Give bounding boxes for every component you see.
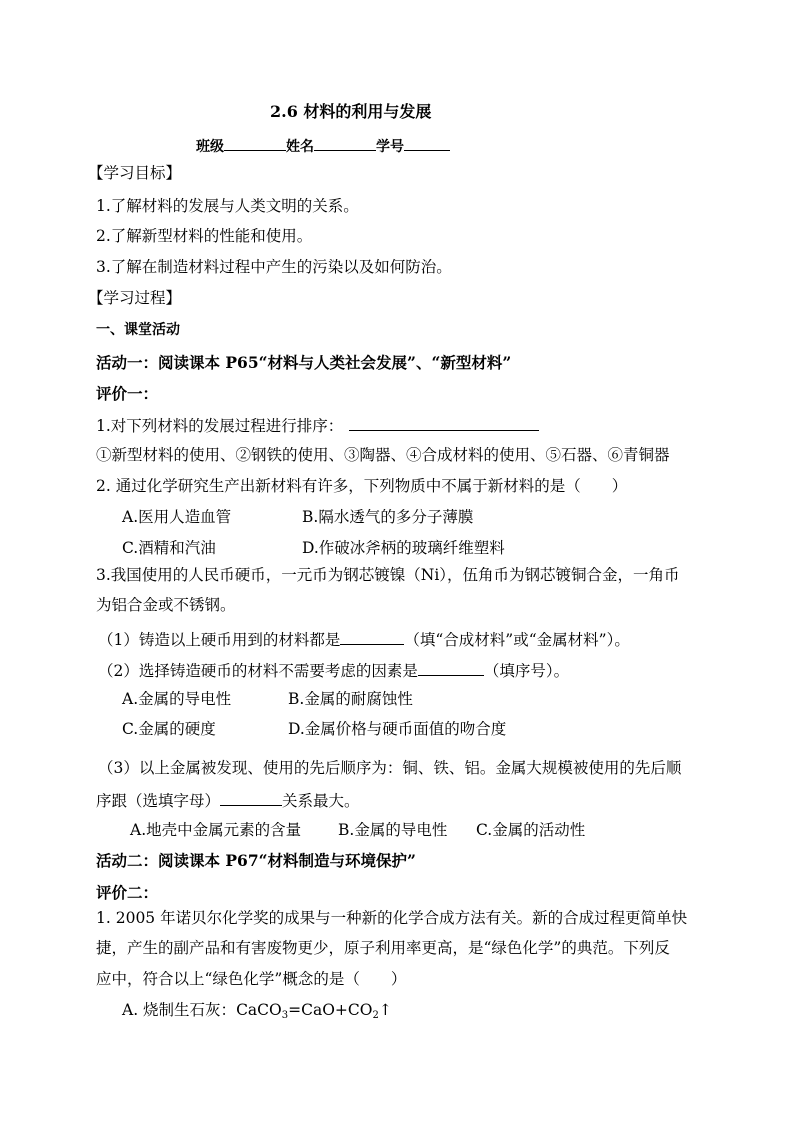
activity1-q1 bbox=[96, 416, 539, 435]
q3-1-blank[interactable] bbox=[340, 630, 404, 645]
activity1-heading: 活动一：阅读课本 P65“材料与人类社会发展”、“新型材料” bbox=[96, 353, 512, 372]
option-a-label: A. 烧制生石灰： bbox=[122, 1001, 237, 1019]
activity1-q1-items: ①新型材料的使用、②钢铁的使用、③陶器、④合成材料的使用、⑤石器、⑥青铜器 bbox=[96, 446, 670, 464]
q3-3-blank[interactable] bbox=[220, 791, 282, 806]
objectives-heading: 【学习目标】 bbox=[88, 164, 182, 182]
section-heading: 一、课堂活动 bbox=[96, 322, 180, 338]
q3-3-option-c: C.金属的活动性 bbox=[476, 821, 586, 839]
q2-option-c: C.酒精和汽油 bbox=[122, 539, 216, 557]
objective-item: 2.了解新型材料的性能和使用。 bbox=[96, 227, 313, 245]
q3-3-text: 序跟（选填字母） bbox=[96, 792, 221, 810]
process-heading: 【学习过程】 bbox=[88, 289, 182, 307]
equation-part: =CaO+CO bbox=[288, 1001, 373, 1019]
activity2-heading: 活动二：阅读课本 P67“材料制造与环境保护” bbox=[96, 851, 416, 870]
q2-option-b: B.隔水透气的多分子薄膜 bbox=[302, 508, 474, 526]
page-title: 2.6 材料的利用与发展 bbox=[270, 102, 432, 121]
activity1-q3-line1: 3.我国使用的人民币硬币，一元币为钢芯镀镍（Ni），伍角币为钢芯镀铜合金，一角币 bbox=[96, 566, 680, 584]
q3-3-hint: 关系最大。 bbox=[282, 792, 360, 810]
q3-2-option-b: B.金属的耐腐蚀性 bbox=[288, 690, 413, 708]
q1-answer-blank[interactable] bbox=[349, 416, 539, 431]
activity1-q2: 2. 通过化学研究生产出新材料有许多，下列物质中不属于新材料的是（ ） bbox=[96, 477, 628, 495]
q3-2-option-a: A.金属的导电性 bbox=[122, 690, 232, 708]
activity1-eval-label: 评价一： bbox=[96, 384, 159, 403]
q3-3-option-a: A.地壳中金属元素的含量 bbox=[130, 821, 302, 839]
q2-option-d: D.作破冰斧柄的玻璃纤维塑料 bbox=[302, 539, 505, 557]
equation-subscript: 3 bbox=[281, 1010, 289, 1021]
activity1-q3-2 bbox=[98, 661, 569, 680]
q3-3-option-b: B.金属的导电性 bbox=[338, 821, 448, 839]
number-label: 学号 bbox=[376, 139, 404, 155]
activity2-option-a bbox=[122, 1003, 392, 1021]
activity2-q1-line2: 捷，产生的副产品和有害废物更少，原子利用率更高，是“绿色化学”的典范。下列反 bbox=[96, 939, 670, 957]
equation-part: CaCO bbox=[236, 1001, 282, 1019]
name-blank[interactable] bbox=[314, 136, 376, 151]
activity2-eval-label: 评价二： bbox=[96, 883, 159, 902]
q3-2-blank[interactable] bbox=[418, 661, 484, 676]
objective-item: 1.了解材料的发展与人类文明的关系。 bbox=[96, 197, 359, 215]
q3-2-text: （2）选择铸造硬币的材料不需要考虑的因素是 bbox=[98, 662, 418, 680]
q2-option-a: A.医用人造血管 bbox=[122, 508, 232, 526]
q3-2-option-c: C.金属的硬度 bbox=[122, 720, 216, 738]
name-label: 姓名 bbox=[286, 139, 314, 155]
q1-text: 1.对下列材料的发展过程进行排序： bbox=[96, 417, 344, 435]
objective-item: 3.了解在制造材料过程中产生的污染以及如何防治。 bbox=[96, 258, 452, 276]
class-blank[interactable] bbox=[224, 136, 286, 151]
q3-2-option-d: D.金属价格与硬币面值的吻合度 bbox=[288, 720, 507, 738]
activity1-q3-3-line2 bbox=[96, 791, 360, 810]
header-fields bbox=[196, 136, 450, 154]
equation-subscript: 2 bbox=[372, 1010, 379, 1021]
q3-2-hint: （填序号）。 bbox=[483, 662, 570, 680]
activity1-q3-line2: 为铝合金或不锈钢。 bbox=[96, 596, 236, 614]
q3-1-hint: （填“合成材料”或“金属材料”）。 bbox=[404, 631, 630, 649]
activity1-q3-1 bbox=[98, 630, 630, 649]
class-label: 班级 bbox=[196, 139, 224, 155]
gas-arrow-icon: ↑ bbox=[378, 1001, 392, 1019]
activity2-q1-line1: 1. 2005 年诺贝尔化学奖的成果与一种新的化学合成方法有关。新的合成过程更简单快 bbox=[96, 909, 688, 927]
q3-1-text: （1）铸造以上硬币用到的材料都是 bbox=[98, 631, 341, 649]
equation bbox=[236, 1001, 392, 1019]
number-blank[interactable] bbox=[404, 136, 450, 151]
activity2-q1-line3: 应中，符合以上“绿色化学”概念的是（ ） bbox=[96, 970, 407, 988]
activity1-q3-3-line1: （3）以上金属被发现、使用的先后顺序为：铜、铁、铝。金属大规模被使用的先后顺 bbox=[98, 759, 682, 777]
